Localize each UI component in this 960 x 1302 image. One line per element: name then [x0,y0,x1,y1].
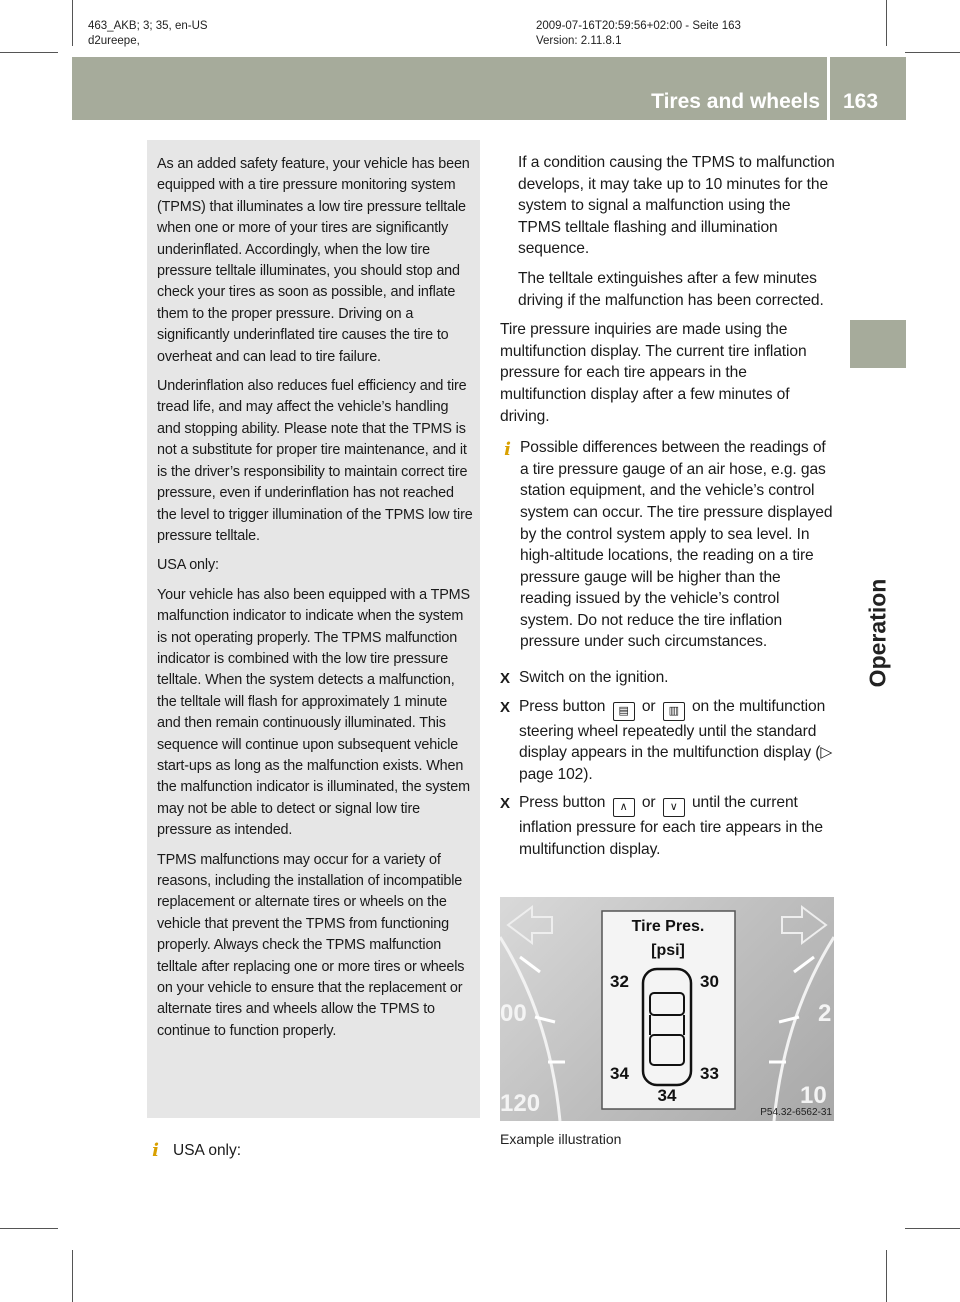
gauge-right-bottom-label: 10 [800,1082,827,1109]
gauge-left-bottom-label: 120 [500,1090,541,1117]
step-text: until the current inflation pressure for each tire appears in the multifunction display. [519,794,823,859]
body-paragraph: Tire pressure inquiries are made using the multifunction display. The current tire inflation pressure for each tire appears in the multifunction display after a few minutes of driving. [500,321,807,425]
display-title: Tire Pres. [631,918,705,935]
side-chapter-label [848,533,908,733]
meta-left-line1: 463_AKB; 3; 35, en-US [88,20,208,32]
crop-mark [905,1228,960,1229]
display-forward-key-icon: ▥ [663,702,685,721]
left-arrow-icon [508,907,552,943]
front-left-pressure: 32 [610,972,629,991]
info-icon: i [152,1140,159,1161]
side-chapter-text: Operation [864,578,891,688]
right-arrow-icon [782,907,826,943]
step-text: Press button [519,697,606,715]
step-text: or [641,697,656,715]
crop-mark [886,0,887,46]
right-column [500,152,836,868]
tire-pressure-display-illustration [500,897,834,1121]
crop-mark [0,52,58,53]
crop-mark [72,1250,73,1302]
step-text: ). [583,765,593,783]
figure-caption: Example illustration [500,1131,622,1147]
display-back-key-icon: ▤ [613,702,635,721]
instruction-step [500,667,836,689]
box-paragraph: USA only: [157,557,219,574]
info-note-text: Possible differences between the readings of a tire pressure gauge of an air hose, e.g. gas station equipment, and the vehicle’s control system can occur. The tire pressure displayed by the control system apply to sea level. In high-altitude locations, the reading on a tire pressure gauge will be higher than the reading issued by the vehicle’s control system. Do not reduce the tire inflation pressure under such circumstances. [520,439,833,651]
gauge-left-top-label: 00 [500,1000,527,1027]
page-ref: page 102 [519,765,584,783]
info-icon: i [504,439,511,461]
gauge-right-top-label: 2 [818,1000,832,1027]
display-unit: [psi] [651,942,685,959]
step-arrow-icon: X [500,698,510,716]
continued-paragraph: The telltale extinguishes after a few minutes driving if the malfunction has been corrected. [518,269,824,309]
box-paragraph: Your vehicle has also been equipped with a TPMS malfunction indicator to indicate when the system is not operating properly. The TPMS malfunction indicator is combined with the low tire pressure telltale. When the system detects a malfunction, the telltale will flash for approximately 1 minute and then remain continuously illuminated. This sequence will continue upon subsequent vehicle start-ups as long as the malfunction exists. When the malfunction indicator is illuminated, the system may not be able to detect or signal low tire pressure as intended. [157,586,470,839]
crop-mark [886,1250,887,1302]
box-paragraph: As an added safety feature, your vehicle has been equipped with a tire pressure monitoring system (TPMS) that illuminates a low tire pressure telltale when one or more of your tires are significantly underinflated. Accordingly, when the low tire pressure telltale illuminates, you should stop and check your tires as soon as possible, and inflate them to the proper pressure. Driving on a significantly underinflated tire causes the tire to overheat and can lead to tire failure. [157,156,470,365]
spare-pressure: 34 [657,1086,677,1105]
crop-mark [905,52,960,53]
step-text: Switch on the ignition. [519,669,669,687]
usa-only-text: USA only: [173,1142,242,1159]
front-right-pressure: 30 [700,972,719,991]
figure-reference: P54.32-6562-31 [760,1107,832,1118]
usa-only-note [148,1140,241,1162]
scroll-up-key-icon: ∧ [613,798,635,817]
page-number: 163 [843,90,879,113]
section-title: Tires and wheels [651,90,820,113]
scroll-down-key-icon: ∨ [663,798,685,817]
step-text: on the multifunction steering wheel repeatedly until the standard display appears in the multifunction display ( [519,697,826,762]
illustration-svg [500,897,834,1121]
page-ref-arrow-icon: ▷ [820,744,833,762]
gauge-tick [794,957,814,972]
crop-mark [72,0,73,46]
header-separator [827,57,830,120]
meta-right-line1: 2009-07-16T20:59:56+02:00 - Seite 163 [536,20,741,32]
step-arrow-icon: X [500,795,510,813]
continued-paragraph: If a condition causing the TPMS to malfunction develops, it may take up to 10 minutes for the system to signal a malfunction using the TPMS telltale flashing and illumination sequence. [518,154,835,258]
gauge-tick [520,957,540,972]
meta-right-line2: Version: 2.11.8.1 [536,35,622,47]
rear-left-pressure: 34 [610,1064,629,1083]
instruction-step [500,792,836,860]
step-text: or [641,794,656,812]
instruction-step [500,696,836,786]
step-arrow-icon: X [500,670,510,688]
rear-right-pressure: 33 [700,1064,719,1083]
print-meta-left [88,19,208,49]
step-text: Press button [519,794,606,812]
info-note [500,437,836,653]
box-paragraph: TPMS malfunctions may occur for a variety of reasons, including the installation of incompatible replacement or alternate tires or wheels on the vehicle that prevent the TPMS from functioning properly. Always check the TPMS malfunction telltale after replacing one or more tires or wheels on your vehicle to ensure that the replacement or alternate tires and wheels allow the TPMS to continue to function properly. [157,851,465,1039]
box-paragraph: Underinflation also reduces fuel efficiency and tire tread life, and may affect the vehicle’s handling and stopping ability. Please note that the TPMS is not a substitute for proper tire maintenance, and it is the driver’s responsibility to maintain correct tire pressure, even if underinflation has not reached the level to trigger illumination of the TPMS low tire pressure telltale. [157,378,473,544]
side-tab-marker [850,320,906,368]
safety-info-box [147,140,480,1118]
crop-mark [0,1228,58,1229]
meta-left-line2: d2ureepe, [88,35,140,47]
print-meta-right [536,19,741,49]
